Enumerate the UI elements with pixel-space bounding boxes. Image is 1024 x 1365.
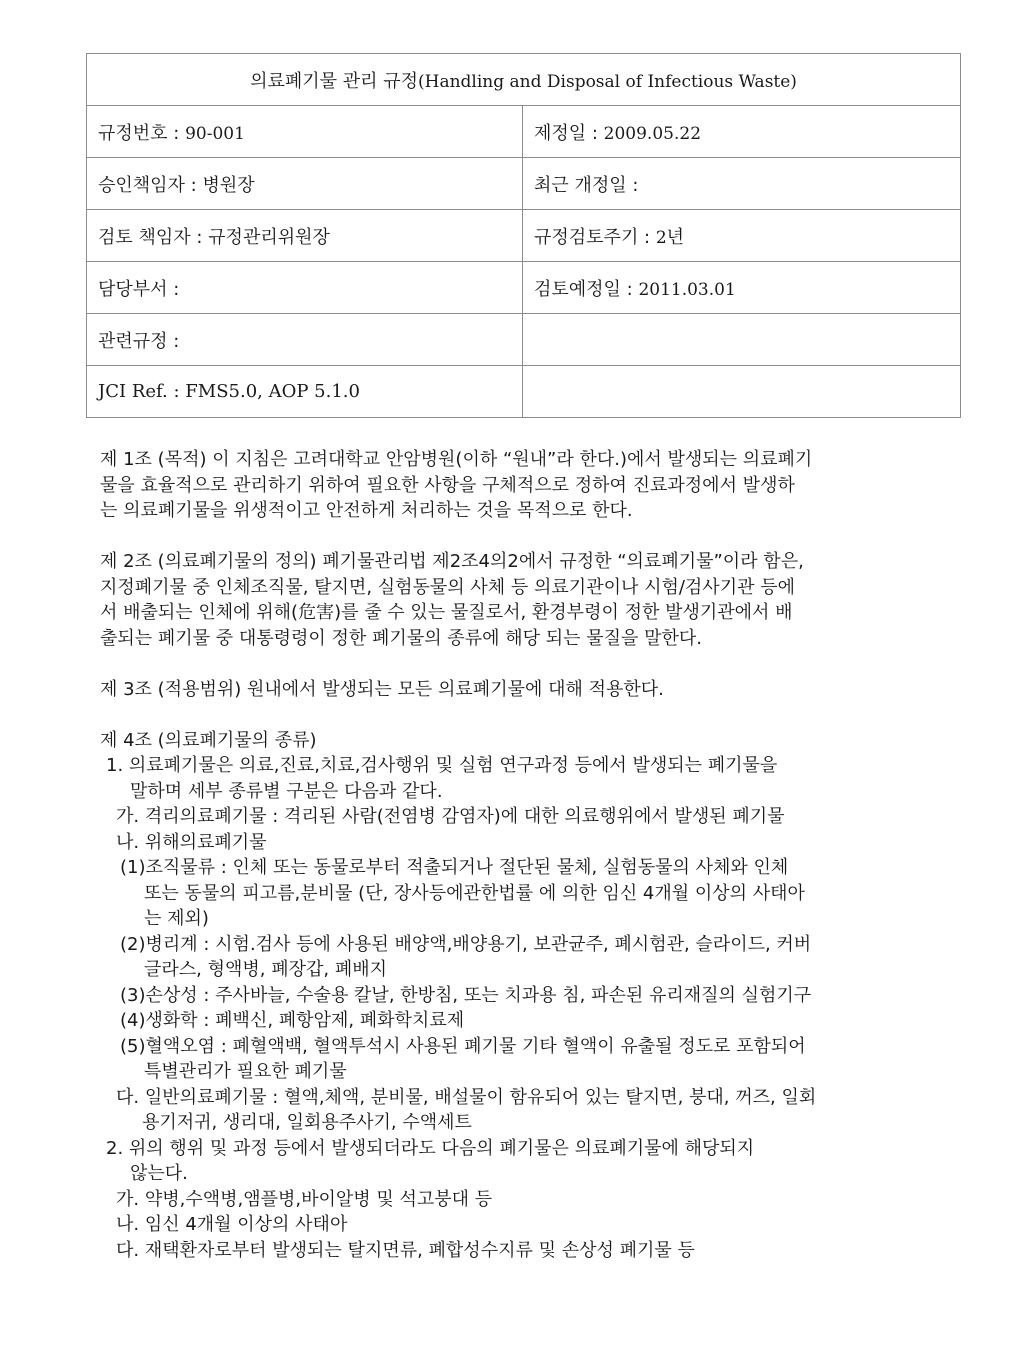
exclusion-item: 나. 임신 4개월 이상의 사태아: [116, 1214, 348, 1235]
article-4-item-1-cont: 말하며 세부 종류별 구분은 다음과 같다.: [130, 780, 443, 802]
regulation-body: [100, 447, 950, 1263]
article-4-title: 제 4조 (의료폐기물의 종류): [100, 729, 317, 751]
recent-revision-cell: 최근 개정일 :: [523, 158, 961, 210]
rule-number: 90-001: [185, 123, 245, 144]
related-rules-cell: 관련규정 :: [87, 314, 523, 366]
enactment-date-cell: 제정일 : 2009.05.22: [523, 106, 961, 158]
reviewer-cell: 검토 책임자 : 규정관리위원장: [87, 210, 523, 262]
enactment-date: 2009.05.22: [603, 123, 702, 144]
empty-cell: [523, 366, 961, 418]
title-korean: 의료폐기물 관리 규정: [250, 70, 418, 92]
sharps-waste: (3)손상성 : 주사바늘, 수술용 칼날, 한방침, 또는 치과용 침, 파손된 유리재질의 실험기구: [120, 984, 812, 1006]
general-medical-waste: 다. 일반의료폐기물 : 혈액,체액, 분비물, 배설물이 함유되어 있는 탈지면, 붕대, 꺼즈, 일회: [116, 1086, 817, 1108]
regulation-info-table: [86, 53, 961, 418]
article-2-line: 서 배출되는 인체에 위해(危害)를 줄 수 있는 물질로서, 환경부령이 정한 발생기관에서 배: [100, 602, 793, 623]
article-1-line: 는 의료폐기물을 위생적이고 안전하게 처리하는 것을 목적으로 한다.: [100, 500, 633, 521]
approver-cell: 승인책임자 : 병원장: [87, 158, 523, 210]
tissue-waste-cont: 는 제외): [144, 908, 209, 929]
exclusion-item: 가. 약병,수액병,앰플병,바이알병 및 석고붕대 등: [116, 1188, 493, 1210]
article-2-line: 제 2조 (의료폐기물의 정의) 폐기물관리법 제2조4의2에서 규정한 “의료폐기물”이라 함은,: [100, 551, 804, 572]
review-cycle-cell: 규정검토주기 : 2년: [523, 210, 961, 262]
review-cycle-number: 2: [655, 227, 667, 248]
article-4-item-1: 1. 의료폐기물은 의료,진료,치료,검사행위 및 실험 연구과정 등에서 발생되는 폐기물을: [106, 755, 778, 776]
pathology-waste: (2)병리계 : 시험.검사 등에 사용된 배양액,배양용기, 보관균주, 폐시험관, 슬라이드, 커버: [120, 933, 812, 955]
blood-waste-cont: 특별관리가 필요한 폐기물: [144, 1061, 347, 1082]
article-3: 제 3조 (적용범위) 원내에서 발생되는 모든 의료폐기물에 대해 적용한다.: [100, 678, 664, 700]
isolation-waste: 가. 격리의료폐기물 : 격리된 사람(전염병 감염자)에 대한 의료행위에서 발생된 폐기물: [116, 806, 785, 827]
title-english: (Handling and Disposal of Infectious Waste): [418, 71, 797, 92]
tissue-waste: (1)조직물류 : 인체 또는 동물로부터 적출되거나 절단된 물체, 실험동물의 사체와 인체: [120, 857, 789, 878]
rule-number-cell: 규정번호 : 90-001: [87, 106, 523, 158]
department-cell: 담당부서 :: [87, 262, 523, 314]
general-medical-waste-cont: 용기저귀, 생리대, 일회용주사기, 수액세트: [142, 1112, 472, 1133]
exclusion-item: 다. 재택환자로부터 발생되는 탈지면류, 폐합성수지류 및 손상성 폐기물 등: [116, 1239, 695, 1261]
regulation-title: [87, 54, 961, 106]
jci-reference-cell: JCI Ref. : FMS5.0, AOP 5.1.0: [87, 366, 523, 418]
article-2-line: 출되는 폐기물 중 대통령령이 정한 폐기물의 종류에 해당 되는 물질을 말한다.: [100, 627, 702, 649]
blood-waste: (5)혈액오염 : 폐혈액백, 혈액투석시 사용된 폐기물 기타 혈액이 유출될 정도로 포함되어: [120, 1035, 806, 1057]
article-4-item-2-cont: 않는다.: [130, 1163, 188, 1184]
article-2-line: 지정폐기물 중 인체조직물, 탈지면, 실험동물의 사체 등 의료기관이나 시험/검사기관 등에: [100, 576, 795, 598]
review-date-cell: 검토예정일 : 2011.03.01: [523, 262, 961, 314]
article-4-item-2: 2. 위의 행위 및 과정 등에서 발생되더라도 다음의 폐기물은 의료폐기물에 해당되지: [106, 1137, 755, 1159]
article-1-line: 제 1조 (목적) 이 지침은 고려대학교 안암병원(이하 “원내”라 한다.)에서 발생되는 의료폐기: [100, 449, 813, 470]
hazardous-waste: 나. 위해의료폐기물: [116, 831, 267, 853]
review-date: 2011.03.01: [638, 279, 736, 300]
tissue-waste-cont: 또는 동물의 피고름,분비물 (단, 장사등에관한법률 에 의한 임신 4개월 이상의 사태아: [144, 882, 805, 904]
biochemical-waste: (4)생화학 : 폐백신, 폐항암제, 폐화학치료제: [120, 1010, 465, 1031]
empty-cell: [523, 314, 961, 366]
article-1-line: 물을 효율적으로 관리하기 위하여 필요한 사항을 구체적으로 정하여 진료과정에서 발생하: [100, 474, 795, 496]
pathology-waste-cont: 글라스, 형액병, 폐장갑, 폐배지: [144, 959, 387, 980]
